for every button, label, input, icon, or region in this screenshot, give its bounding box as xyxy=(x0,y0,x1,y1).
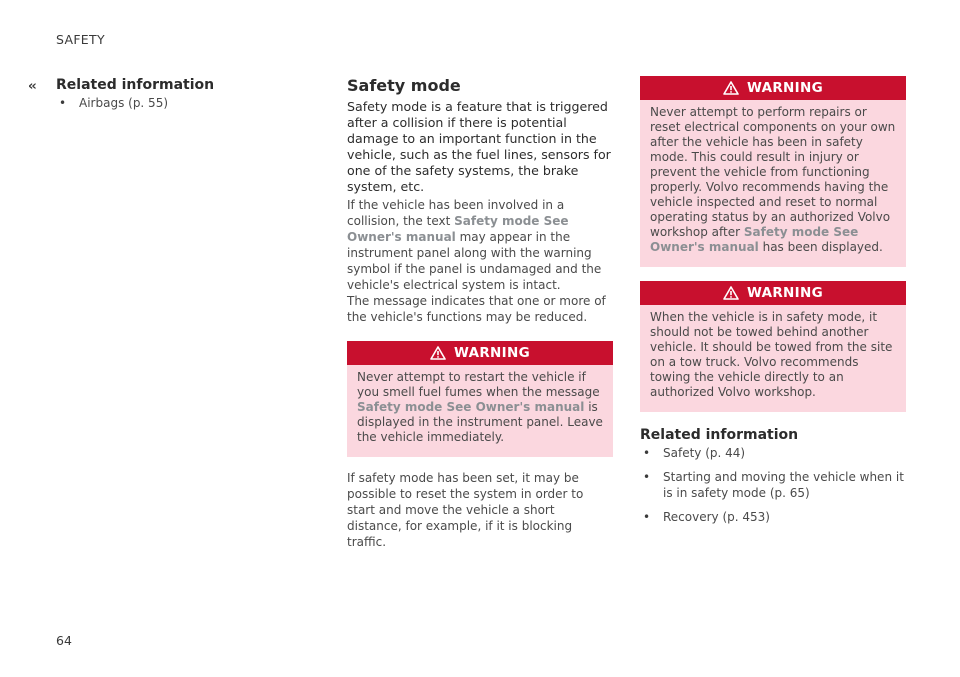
text-span: has been displayed. xyxy=(758,240,883,254)
intro-paragraph: Safety mode is a feature that is triggered after a collision if there is potential damage to an important function in the vehicle, such as the fuel lines, sensors for one of the safety systems, the brake system, etc. xyxy=(347,99,611,194)
warning-triangle-icon xyxy=(723,81,739,95)
warning-label: WARNING xyxy=(454,345,530,361)
related-item-recovery[interactable]: • Recovery (p. 453) xyxy=(640,509,906,525)
warning-label: WARNING xyxy=(747,285,823,301)
instrument-message-text: Safety mode See Owner's manual xyxy=(347,214,569,244)
message-paragraph xyxy=(347,197,613,293)
warning-header xyxy=(347,341,613,365)
text-span: If the vehicle has been involved in a collision, the text xyxy=(347,198,565,228)
header-title: SAFETY xyxy=(56,32,105,47)
related-item-safety[interactable]: • Safety (p. 44) xyxy=(640,445,906,461)
warning-label: WARNING xyxy=(747,80,823,96)
warning-text xyxy=(347,365,613,457)
related-heading: Related information xyxy=(640,427,799,443)
text-span: may appear in the instrument panel along with the warning symbol if the panel is undamaged and the vehicle's electrical system is intact. xyxy=(347,230,602,292)
warning-box-repairs xyxy=(640,76,906,267)
warning-box-towing xyxy=(640,281,906,412)
warning-text: When the vehicle is in safety mode, it should not be towed behind another vehicle. It should be towed from the site on a tow truck. Volvo recommends towing the vehicle directly to an authorized Volvo workshop. xyxy=(650,310,893,399)
related-list xyxy=(640,445,906,525)
page-number: 64 xyxy=(56,633,72,648)
related-heading: Related information xyxy=(56,77,215,93)
related-item-starting-safety-mode[interactable]: • Starting and moving the vehicle when it is in safety mode (p. 65) xyxy=(640,469,906,501)
related-item-airbags[interactable]: • Airbags (p. 55) xyxy=(56,95,286,111)
text-span: Never attempt to perform repairs or reset electrical components on your own after the vehicle has been in safety mode. This could result in injury or prevent the vehicle from functioning properly. Volvo recommends having the vehicle inspected and reset to normal operating status by an authorized Volvo workshop after xyxy=(650,105,896,239)
instrument-message-text: Safety mode See Owner's manual xyxy=(357,400,585,414)
back-marker[interactable]: ‹‹ xyxy=(28,79,35,94)
warning-header xyxy=(640,281,906,305)
reduced-function-paragraph: The message indicates that one or more of the vehicle's functions may be reduced. xyxy=(347,294,606,324)
instrument-message-text: Safety mode See Owner's manual xyxy=(650,225,859,254)
section-title: Safety mode xyxy=(347,76,461,95)
text-span: Never attempt to restart the vehicle if you smell fuel fumes when the message xyxy=(357,370,600,399)
warning-text xyxy=(640,100,906,267)
related-list xyxy=(56,95,286,111)
column-related-previous xyxy=(56,76,286,111)
warning-triangle-icon xyxy=(430,346,446,360)
column-warnings xyxy=(640,76,906,533)
warning-box-fuel-fumes xyxy=(347,341,613,457)
text-span: is displayed in the instrument panel. Leave the vehicle immediately. xyxy=(357,400,603,444)
warning-triangle-icon xyxy=(723,286,739,300)
column-safety-mode xyxy=(347,76,613,550)
reset-paragraph: If safety mode has been set, it may be possible to reset the system in order to start and move the vehicle a short distance, for example, if it is blocking traffic. xyxy=(347,471,584,549)
warning-header xyxy=(640,76,906,100)
